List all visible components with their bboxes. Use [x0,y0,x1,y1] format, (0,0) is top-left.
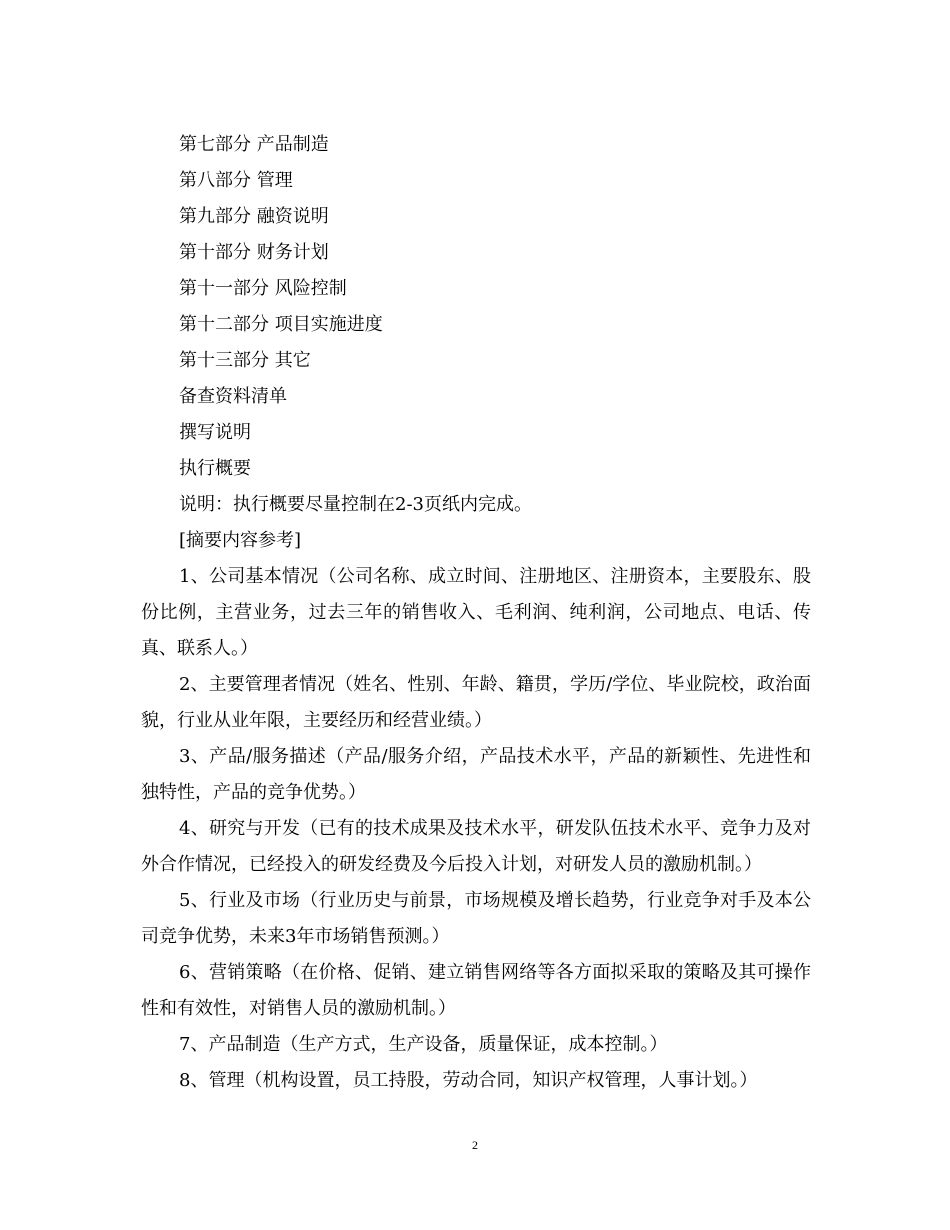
toc-item-executive-summary: 执行概要 [179,458,251,479]
toc-item-part-7: 第七部分 产品制造 [179,134,329,155]
toc-item-reference-list: 备查资料清单 [179,386,287,407]
paragraph-product-service: 3、产品/服务描述（产品/服务介绍，产品技术水平，产品的新颖性、先进性和独特性，产品的竞争优势。） [141,746,811,803]
page-body [141,127,811,1099]
toc-item-writing-notes: 撰写说明 [179,422,251,443]
toc-item-part-10: 第十部分 财务计划 [179,242,329,263]
toc-item-part-12: 第十二部分 项目实施进度 [179,314,383,335]
toc-item-part-13: 第十三部分 其它 [179,350,311,371]
toc-item-part-9: 第九部分 融资说明 [179,206,329,227]
paragraph-rnd: 4、研究与开发（已有的技术成果及技术水平，研发队伍技术水平、竞争力及对外合作情况，已经投入的研发经费及今后投入计划，对研发人员的激励机制。） [141,818,811,875]
paragraph-marketing: 6、营销策略（在价格、促销、建立销售网络等各方面拟采取的策略及其可操作性和有效性，对销售人员的激励机制。） [141,962,811,1019]
page-number: 2 [472,1138,478,1152]
paragraph-company-basics: 1、公司基本情况（公司名称、成立时间、注册地区、注册资本，主要股东、股份比例，主营业务，过去三年的销售收入、毛利润、纯利润，公司地点、电话、传真、联系人。） [141,566,811,659]
paragraph-management: 2、主要管理者情况（姓名、性别、年龄、籍贯，学历/学位、毕业院校，政治面貌，行业从业年限，主要经历和经营业绩。） [141,674,811,731]
toc-item-part-11: 第十一部分 风险控制 [179,278,347,299]
section-heading: [摘要内容参考] [179,530,302,551]
toc-item-part-8: 第八部分 管理 [179,170,293,191]
paragraph-management-plan: 8、管理（机构设置，员工持股，劳动合同，知识产权管理，人事计划。） [179,1070,758,1091]
paragraph-manufacturing: 7、产品制造（生产方式，生产设备，质量保证，成本控制。） [179,1034,668,1055]
paragraph-industry-market: 5、行业及市场（行业历史与前景，市场规模及增长趋势，行业竞争对手及本公司竞争优势，未来3年市场销售预测。） [141,890,811,947]
summary-length-note: 说明：执行概要尽量控制在2-3页纸内完成。 [179,494,532,515]
